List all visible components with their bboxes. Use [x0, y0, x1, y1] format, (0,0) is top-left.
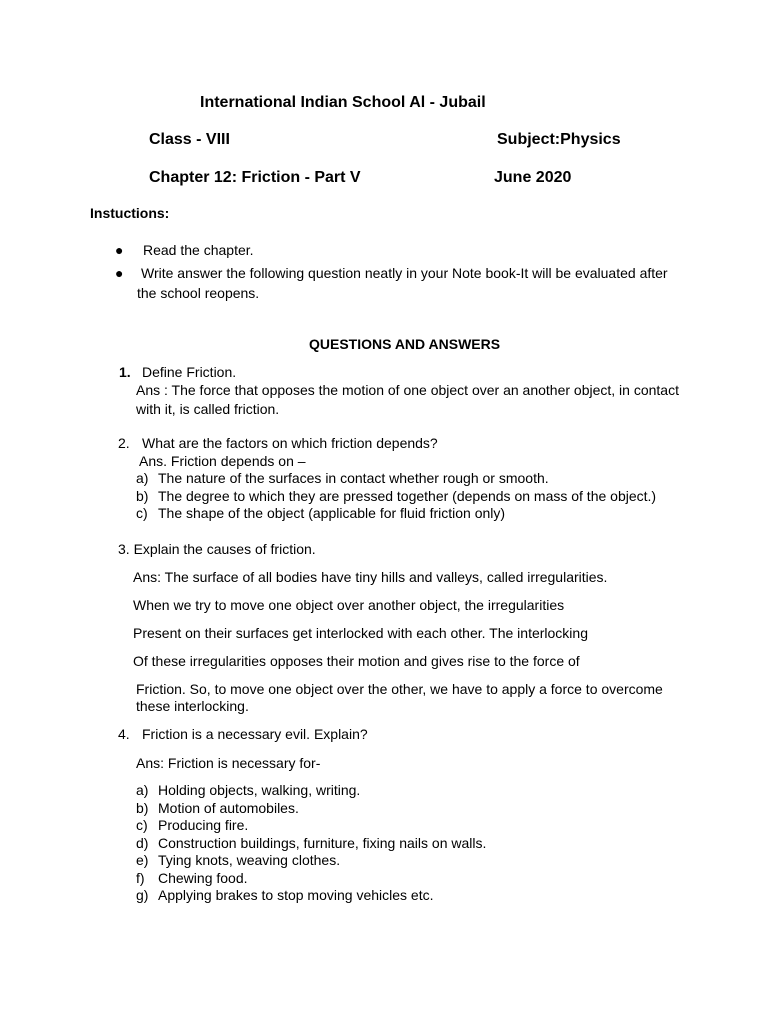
- question-text: Define Friction.: [142, 364, 237, 380]
- list-label: c): [136, 817, 148, 833]
- list-text: The shape of the object (applicable for fluid friction only): [158, 505, 506, 521]
- instructions-heading: Instuctions:: [90, 205, 170, 221]
- list-item: [136, 852, 696, 870]
- answer-line: these interlocking.: [136, 698, 249, 714]
- answer-line: Present on their surfaces get interlocked with each other. The interlocking: [133, 625, 588, 641]
- answer-line: with it, is called friction.: [136, 401, 280, 417]
- list-text: The nature of the surfaces in contact whether rough or smooth.: [158, 470, 549, 486]
- question-text: Friction is a necessary evil. Explain?: [142, 726, 368, 742]
- answer-line: Of these irregularities opposes their motion and gives rise to the force of: [133, 653, 580, 669]
- list-label: f): [136, 869, 145, 886]
- list-item: [136, 870, 696, 888]
- list-text: Chewing food.: [158, 869, 248, 886]
- list-label: g): [136, 887, 149, 903]
- question-text: 3. Explain the causes of friction.: [118, 541, 316, 557]
- list-item: [136, 505, 696, 523]
- list-label: b): [136, 799, 149, 816]
- answer-line: When we try to move one object over another object, the irregularities: [133, 597, 565, 613]
- list-text: Holding objects, walking, writing.: [158, 782, 361, 798]
- chapter-label: Chapter 12: Friction - Part V: [149, 169, 361, 186]
- answer-line: Ans: The surface of all bodies have tiny hills and valleys, called irregularities.: [133, 569, 608, 585]
- list-item: [136, 488, 696, 506]
- list-label: a): [136, 782, 149, 798]
- list-item: [136, 470, 696, 488]
- bullet-icon: ●: [115, 265, 124, 281]
- class-label: Class - VIII: [149, 131, 230, 148]
- list-label: a): [136, 470, 149, 486]
- question-number: 2.: [118, 435, 130, 451]
- qa-heading: QUESTIONS AND ANSWERS: [309, 336, 501, 352]
- list-item: [136, 800, 696, 818]
- bullet-icon: ●: [115, 242, 124, 258]
- list-text: Tying knots, weaving clothes.: [158, 852, 341, 868]
- answer-intro: Ans. Friction depends on –: [139, 453, 306, 469]
- list-item: [136, 887, 696, 905]
- list-label: d): [136, 834, 149, 851]
- instruction-item-continued: the school reopens.: [137, 285, 260, 301]
- list-text: Motion of automobiles.: [158, 799, 299, 816]
- answer-list: [136, 782, 696, 905]
- subject-label: Subject:Physics: [497, 131, 621, 148]
- date-label: June 2020: [494, 169, 572, 186]
- list-text: Construction buildings, furniture, fixing nails on walls.: [158, 834, 487, 851]
- list-item: [136, 835, 696, 853]
- question-text: What are the factors on which friction depends?: [142, 435, 438, 451]
- instruction-item: Read the chapter.: [143, 242, 254, 258]
- list-text: The degree to which they are pressed together (depends on mass of the object.): [158, 487, 657, 504]
- question-number: 1.: [119, 364, 131, 380]
- list-text: Applying brakes to stop moving vehicles etc.: [158, 887, 434, 903]
- list-label: e): [136, 852, 149, 868]
- school-title: International Indian School Al - Jubail: [200, 94, 486, 111]
- answer-intro: Ans: Friction is necessary for-: [136, 755, 321, 771]
- instruction-item: Write answer the following question neatly in your Note book-It will be evaluated after: [141, 265, 668, 281]
- list-item: [136, 817, 696, 835]
- list-label: c): [136, 505, 148, 521]
- question-number: 4.: [118, 726, 130, 742]
- answer-line: Ans : The force that opposes the motion of one object over an another object, in contact: [136, 382, 679, 398]
- list-item: [136, 782, 696, 800]
- answer-line: Friction. So, to move one object over the other, we have to apply a force to overcome: [136, 681, 663, 697]
- answer-list: [136, 470, 696, 523]
- list-text: Producing fire.: [158, 817, 249, 833]
- list-label: b): [136, 487, 149, 504]
